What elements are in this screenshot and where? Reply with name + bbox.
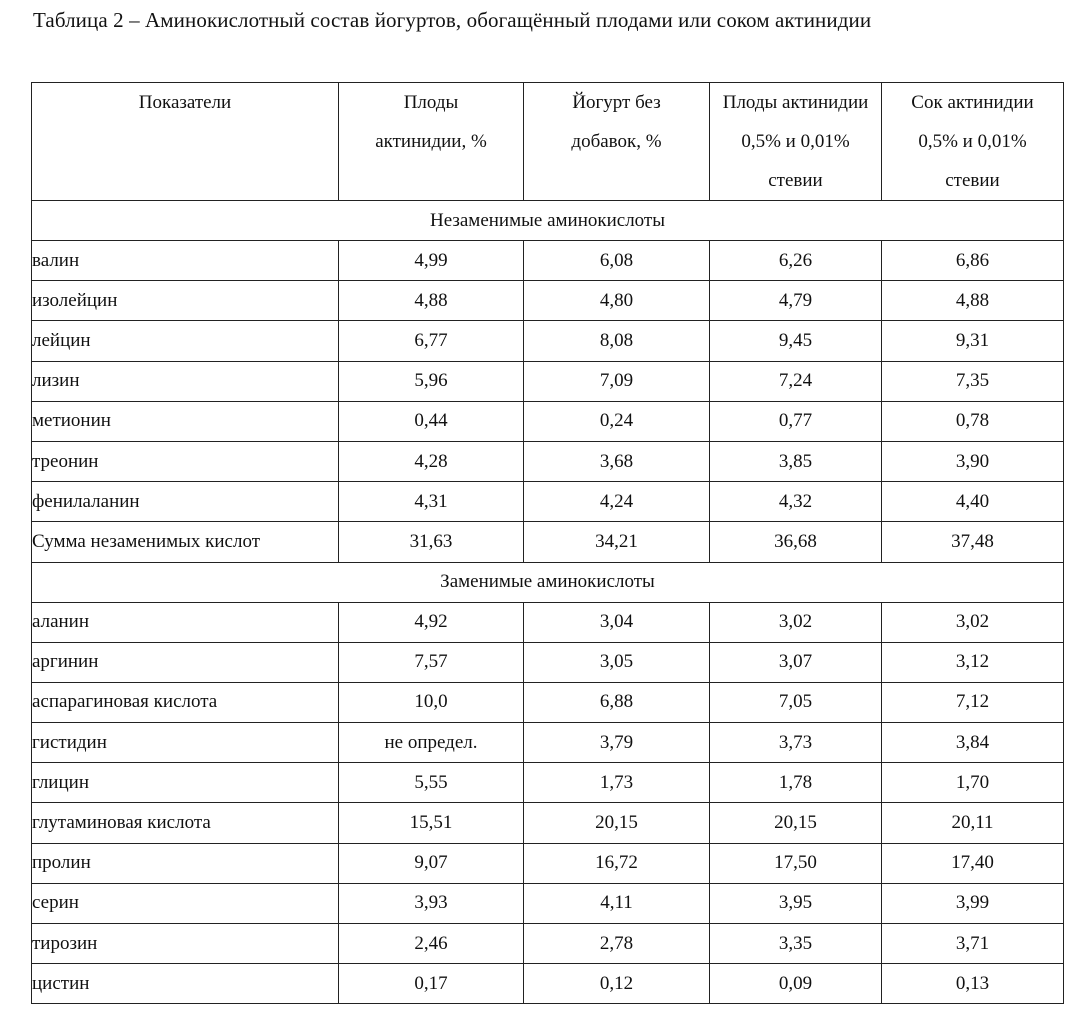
column-header-plain-yogurt: Йогурт без добавок, % [524,83,710,201]
table-cell: 20,15 [524,803,710,843]
table-row [32,883,1064,923]
table-cell: 4,32 [710,482,882,522]
table-cell: 0,24 [524,401,710,441]
row-label: гистидин [32,723,339,763]
table-cell: 4,79 [710,281,882,321]
column-header-kiwi-fruit: Плоды актинидии, % [339,83,524,201]
table-row [32,682,1064,722]
row-label: Сумма незаменимых кислот [32,522,339,562]
table-cell: 0,09 [710,964,882,1004]
table-cell: 7,12 [882,682,1064,722]
row-label: изолейцин [32,281,339,321]
section-header-row [32,201,1064,241]
row-label: треонин [32,441,339,481]
table-cell: 4,28 [339,441,524,481]
row-label: аспарагиновая кислота [32,682,339,722]
table-row [32,241,1064,281]
table-cell: 9,45 [710,321,882,361]
table-cell: 9,31 [882,321,1064,361]
column-header-kiwi-fruit-stevia: Плоды актинидии 0,5% и 0,01% стевии [710,83,882,201]
table-row [32,843,1064,883]
table-row [32,602,1064,642]
table-cell: 3,93 [339,883,524,923]
section-title: Незаменимые аминокислоты [32,201,1064,241]
table-cell: 20,11 [882,803,1064,843]
table-cell: 36,68 [710,522,882,562]
table-cell: 20,15 [710,803,882,843]
table-cell: 6,77 [339,321,524,361]
table-cell: 4,88 [339,281,524,321]
column-header-indicators: Показатели [32,83,339,201]
table-cell: 3,05 [524,642,710,682]
table-cell: 3,84 [882,723,1064,763]
row-label: лейцин [32,321,339,361]
table-cell: 3,79 [524,723,710,763]
table-cell: 3,12 [882,642,1064,682]
table-cell: 4,88 [882,281,1064,321]
table-cell: не определ. [339,723,524,763]
table-cell: 4,11 [524,883,710,923]
table-cell: 3,71 [882,924,1064,964]
table-cell: 7,35 [882,361,1064,401]
table-row [32,401,1064,441]
table-row [32,642,1064,682]
table-cell: 3,02 [710,602,882,642]
table-cell: 2,46 [339,924,524,964]
table-cell: 0,78 [882,401,1064,441]
table-row [32,522,1064,562]
table-cell: 5,96 [339,361,524,401]
table-row [32,763,1064,803]
table-cell: 7,24 [710,361,882,401]
table-row [32,361,1064,401]
table-cell: 17,50 [710,843,882,883]
table-row [32,441,1064,481]
table-cell: 10,0 [339,682,524,722]
table-cell: 7,05 [710,682,882,722]
table-cell: 3,95 [710,883,882,923]
table-cell: 0,13 [882,964,1064,1004]
table-cell: 3,85 [710,441,882,481]
table-row [32,723,1064,763]
table-cell: 16,72 [524,843,710,883]
amino-acid-table [31,82,1064,1004]
row-label: глицин [32,763,339,803]
table-cell: 37,48 [882,522,1064,562]
row-label: глутаминовая кислота [32,803,339,843]
table-cell: 3,90 [882,441,1064,481]
column-header-kiwi-juice-stevia: Сок актинидии 0,5% и 0,01% стевии [882,83,1064,201]
table-cell: 3,02 [882,602,1064,642]
table-cell: 0,17 [339,964,524,1004]
row-label: метионин [32,401,339,441]
table-cell: 3,68 [524,441,710,481]
table-row [32,281,1064,321]
table-cell: 4,92 [339,602,524,642]
table-body [32,201,1064,1004]
table-cell: 31,63 [339,522,524,562]
table-cell: 0,77 [710,401,882,441]
table-cell: 8,08 [524,321,710,361]
row-label: валин [32,241,339,281]
table-cell: 4,80 [524,281,710,321]
table-cell: 6,08 [524,241,710,281]
table-cell: 1,70 [882,763,1064,803]
table-cell: 3,99 [882,883,1064,923]
table-cell: 34,21 [524,522,710,562]
row-label: тирозин [32,924,339,964]
section-title: Заменимые аминокислоты [32,562,1064,602]
table-cell: 5,55 [339,763,524,803]
table-cell: 4,40 [882,482,1064,522]
table-cell: 4,99 [339,241,524,281]
table-cell: 1,78 [710,763,882,803]
table-cell: 7,09 [524,361,710,401]
table-cell: 7,57 [339,642,524,682]
table-cell: 15,51 [339,803,524,843]
row-label: серин [32,883,339,923]
table-row [32,803,1064,843]
table-cell: 4,31 [339,482,524,522]
table-cell: 9,07 [339,843,524,883]
table-cell: 17,40 [882,843,1064,883]
table-header-row [32,83,1064,201]
row-label: аланин [32,602,339,642]
table-cell: 1,73 [524,763,710,803]
table-cell: 6,86 [882,241,1064,281]
table-row [32,964,1064,1004]
table-cell: 0,12 [524,964,710,1004]
section-header-row [32,562,1064,602]
row-label: фенилаланин [32,482,339,522]
table-row [32,924,1064,964]
table-cell: 3,04 [524,602,710,642]
table-cell: 3,07 [710,642,882,682]
table-row [32,321,1064,361]
table-cell: 0,44 [339,401,524,441]
table-cell: 6,88 [524,682,710,722]
table-cell: 4,24 [524,482,710,522]
table-cell: 3,35 [710,924,882,964]
table-cell: 6,26 [710,241,882,281]
row-label: аргинин [32,642,339,682]
row-label: лизин [32,361,339,401]
table-cell: 3,73 [710,723,882,763]
row-label: пролин [32,843,339,883]
table-row [32,482,1064,522]
row-label: цистин [32,964,339,1004]
table-caption: Таблица 2 – Аминокислотный состав йогуртов, обогащённый плодами или соком актинидии [33,8,872,32]
table-cell: 2,78 [524,924,710,964]
